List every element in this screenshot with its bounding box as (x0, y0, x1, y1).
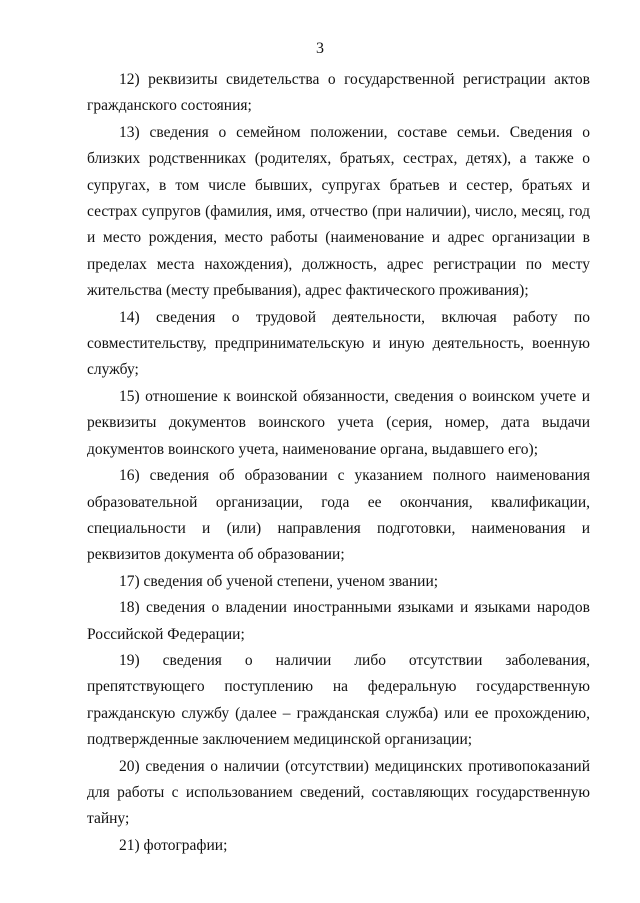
list-item-20: 20) сведения о наличии (отсутствии) медицинских противопоказаний для работы с использованием сведений, составляющих государственную тайну; (87, 757, 590, 828)
page-number: 3 (316, 40, 324, 57)
list-item-17: 17) сведения об ученой степени, ученом звании; (119, 572, 439, 590)
document-body (87, 67, 590, 859)
list-item-13: 13) сведения о семейном положении, составе семьи. Сведения о близких родственниках (родителях, братьях, сестрах, детях), а также о супругах, в том числе бывших, супругах братьев и сестер, братьях и сестрах супругов (фамилия, имя, отчество (при наличии), число, месяц, год и место рождения, место работы (наименование и адрес организации в пределах места нахождения), должность, адрес регистрации по месту жительства (месту пребывания), адрес фактического проживания); (87, 123, 590, 300)
list-item-18: 18) сведения о владении иностранными языками и языками народов Российской Федерации; (87, 599, 590, 643)
list-item-16: 16) сведения об образовании с указанием полного наименования образовательной организации, года ее окончания, квалификации, специальности и (или) направления подготовки, наименования и реквизитов документа об образовании; (87, 467, 590, 564)
list-item-14: 14) сведения о трудовой деятельности, включая работу по совместительству, предпринимательскую и иную деятельность, военную службу; (87, 308, 590, 379)
list-item-21: 21) фотографии; (119, 836, 228, 854)
list-item-19: 19) сведения о наличии либо отсутствии заболевания, препятствующего поступлению на федеральную государственную гражданскую службу (далее – гражданская служба) или ее прохождению, подтвержденные заключением медицинской организации; (87, 651, 590, 749)
list-item-12: 12) реквизиты свидетельства о государственной регистрации актов гражданского состояния; (87, 71, 590, 115)
list-item-15: 15) отношение к воинской обязанности, сведения о воинском учете и реквизиты документов воинского учета (серия, номер, дата выдачи документов воинского учета, наименование органа, выдавшего его); (87, 387, 590, 458)
